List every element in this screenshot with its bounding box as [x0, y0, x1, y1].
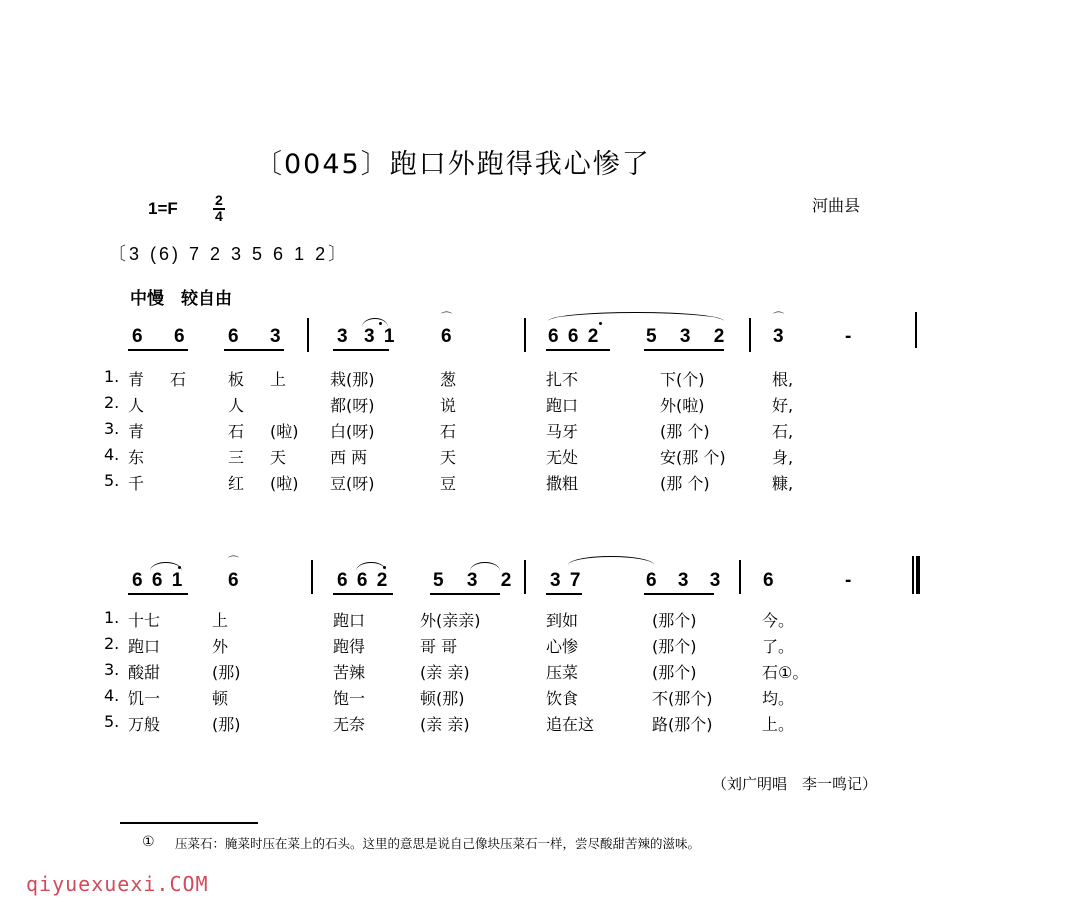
lyric-syllable: 马牙: [546, 422, 579, 441]
time-signature-numerator: 2: [215, 192, 223, 208]
note: 3 1: [364, 326, 397, 347]
lyric-syllable: 上。: [762, 715, 795, 734]
bar-line: [915, 312, 917, 348]
note: 6: [132, 326, 143, 347]
key-signature: 1=F: [148, 199, 178, 218]
verse-number: 3.: [104, 660, 120, 679]
lyric-syllable: 葱: [440, 370, 457, 389]
song-title: 〔0045〕跑口外跑得我心惨了: [255, 149, 651, 180]
lyric-syllable: (那): [212, 663, 241, 682]
tempo-marking: 中慢 较自由: [130, 289, 232, 309]
lyric-syllable: 撒粗: [546, 474, 579, 493]
lyric-syllable: 根,: [772, 370, 794, 389]
high-dot: [599, 322, 602, 325]
lyric-syllable: 跑得: [333, 637, 366, 656]
time-signature-denominator: 4: [215, 208, 223, 224]
dash: -: [845, 570, 852, 591]
lyric-syllable: 万般: [128, 715, 161, 734]
lyric-syllable: 都(呀): [330, 396, 375, 415]
lyric-syllable: 人: [228, 396, 245, 415]
note: 6 6 2: [548, 326, 601, 347]
lyric-syllable: 了。: [762, 637, 795, 656]
lyric-syllable: 酸甜: [128, 663, 161, 682]
performer-credit: （刘广明唱 李一鸣记）: [712, 775, 878, 793]
note: 6: [441, 326, 452, 347]
fermata-icon: ⌒: [773, 311, 784, 324]
beam: [333, 349, 389, 351]
lyric-syllable: 不(那个): [652, 689, 713, 708]
lyric-syllable: 外(啦): [660, 396, 705, 415]
lyric-syllable: 青: [128, 370, 145, 389]
lyric-syllable: 石①。: [762, 663, 809, 682]
verse-number: 1.: [104, 608, 120, 627]
lyric-syllable: 外(亲亲): [420, 611, 481, 630]
verse-number: 5.: [104, 712, 120, 731]
beam: [546, 349, 610, 351]
scale-line: 〔3 (6) 7 2 3 5 6 1 2〕: [108, 244, 350, 264]
lyric-syllable: 无奈: [333, 715, 366, 734]
final-bar-thin: [912, 556, 914, 594]
slur: [362, 318, 388, 327]
fermata-icon: ⌒: [228, 555, 239, 568]
verse-number: 3.: [104, 419, 120, 438]
dash: -: [845, 326, 852, 347]
lyric-syllable: 糠,: [772, 474, 794, 493]
lyric-syllable: 豆: [440, 474, 457, 493]
verse-number: 2.: [104, 393, 120, 412]
note: 6: [763, 570, 774, 591]
note: 3 7: [550, 570, 583, 591]
lyric-syllable: 人: [128, 396, 145, 415]
lyric-syllable: 安(那 个): [660, 448, 726, 467]
note: 6 6 1: [132, 570, 185, 591]
lyric-syllable: 均。: [762, 689, 795, 708]
verse-number: 4.: [104, 686, 120, 705]
high-dot: [178, 566, 181, 569]
lyric-syllable: 石: [170, 370, 187, 389]
bar-line: [524, 318, 526, 352]
lyric-syllable: 西 两: [330, 448, 368, 467]
lyric-syllable: 饱一: [333, 689, 366, 708]
bar-line: [749, 318, 751, 352]
site-watermark: qiyuexuexi.COM: [26, 872, 209, 896]
lyric-syllable: 心惨: [546, 637, 579, 656]
lyric-syllable: 石,: [772, 422, 794, 441]
lyric-syllable: 东: [128, 448, 145, 467]
lyric-syllable: 三: [228, 448, 245, 467]
lyric-syllable: (亲 亲): [420, 715, 470, 734]
lyric-syllable: 好,: [772, 396, 794, 415]
note: 5 3 2: [646, 326, 734, 347]
bar-line: [307, 318, 309, 352]
lyric-syllable: 说: [440, 396, 457, 415]
lyric-syllable: 白(呀): [330, 422, 375, 441]
lyric-syllable: 石: [228, 422, 245, 441]
lyric-syllable: 苦辣: [333, 663, 366, 682]
note: 6: [174, 326, 185, 347]
lyric-syllable: 扎不: [546, 370, 579, 389]
lyric-syllable: (那个): [652, 611, 697, 630]
lyric-syllable: 饮食: [546, 689, 579, 708]
slur: [548, 312, 724, 321]
lyric-syllable: (那): [212, 715, 241, 734]
lyric-syllable: (那个): [652, 637, 697, 656]
verse-number: 4.: [104, 445, 120, 464]
footnote-text: 压菜石：腌菜时压在菜上的石头。这里的意思是说自己像块压菜石一样，尝尽酸甜苦辣的滋味。: [175, 836, 701, 851]
lyric-syllable: 压菜: [546, 663, 579, 682]
beam: [644, 349, 724, 351]
region-label: 河曲县: [812, 196, 861, 215]
lyric-syllable: 顿(那): [420, 689, 465, 708]
beam: [430, 593, 500, 595]
slur: [568, 556, 654, 565]
lyric-syllable: 下(个): [660, 370, 705, 389]
lyric-syllable: 上: [270, 370, 287, 389]
lyric-syllable: 天: [440, 448, 457, 467]
lyric-syllable: 哥 哥: [420, 637, 458, 656]
note: 6: [228, 326, 239, 347]
lyric-syllable: 今。: [762, 611, 795, 630]
lyric-syllable: 饥一: [128, 689, 161, 708]
high-dot: [383, 566, 386, 569]
lyric-syllable: 身,: [772, 448, 794, 467]
lyric-syllable: (亲 亲): [420, 663, 470, 682]
beam: [546, 593, 582, 595]
lyric-syllable: (那个): [652, 663, 697, 682]
note: 6: [228, 570, 239, 591]
footnote-marker: ①: [142, 834, 155, 850]
beam: [128, 349, 188, 351]
note: 6 3 3: [646, 570, 729, 591]
note: 3: [337, 326, 348, 347]
lyric-syllable: (那 个): [660, 422, 710, 441]
lyric-syllable: 路(那个): [652, 715, 713, 734]
lyric-syllable: 红: [228, 474, 245, 493]
lyric-syllable: 跑口: [546, 396, 579, 415]
lyric-syllable: 跑口: [333, 611, 366, 630]
verse-number: 2.: [104, 634, 120, 653]
lyric-syllable: 千: [128, 474, 145, 493]
beam: [644, 593, 714, 595]
lyric-syllable: (啦): [270, 474, 299, 493]
note: 3: [270, 326, 281, 347]
lyric-syllable: (那 个): [660, 474, 710, 493]
lyric-syllable: 顿: [212, 689, 229, 708]
lyric-syllable: 板: [228, 370, 245, 389]
verse-number: 1.: [104, 367, 120, 386]
beam: [333, 593, 393, 595]
lyric-syllable: 跑口: [128, 637, 161, 656]
fermata-icon: ⌒: [441, 311, 452, 324]
bar-line: [739, 560, 741, 594]
note: 3: [773, 326, 784, 347]
bar-line: [524, 560, 526, 594]
lyric-syllable: 石: [440, 422, 457, 441]
note: 5 3 2: [433, 570, 521, 591]
lyric-syllable: 青: [128, 422, 145, 441]
lyric-syllable: 外: [212, 637, 229, 656]
lyric-syllable: 追在这: [546, 715, 595, 734]
lyric-syllable: 栽(那): [330, 370, 375, 389]
lyric-syllable: 无处: [546, 448, 579, 467]
lyric-syllable: (啦): [270, 422, 299, 441]
verse-number: 5.: [104, 471, 120, 490]
lyric-syllable: 到如: [546, 611, 579, 630]
beam: [224, 349, 284, 351]
note: 6 6 2: [337, 570, 390, 591]
lyric-syllable: 上: [212, 611, 229, 630]
final-bar-thick: [916, 556, 920, 594]
bar-line: [311, 560, 313, 594]
footnote-rule: [120, 822, 258, 824]
beam: [128, 593, 188, 595]
lyric-syllable: 豆(呀): [330, 474, 375, 493]
lyric-syllable: 十七: [128, 611, 161, 630]
lyric-syllable: 天: [270, 448, 287, 467]
